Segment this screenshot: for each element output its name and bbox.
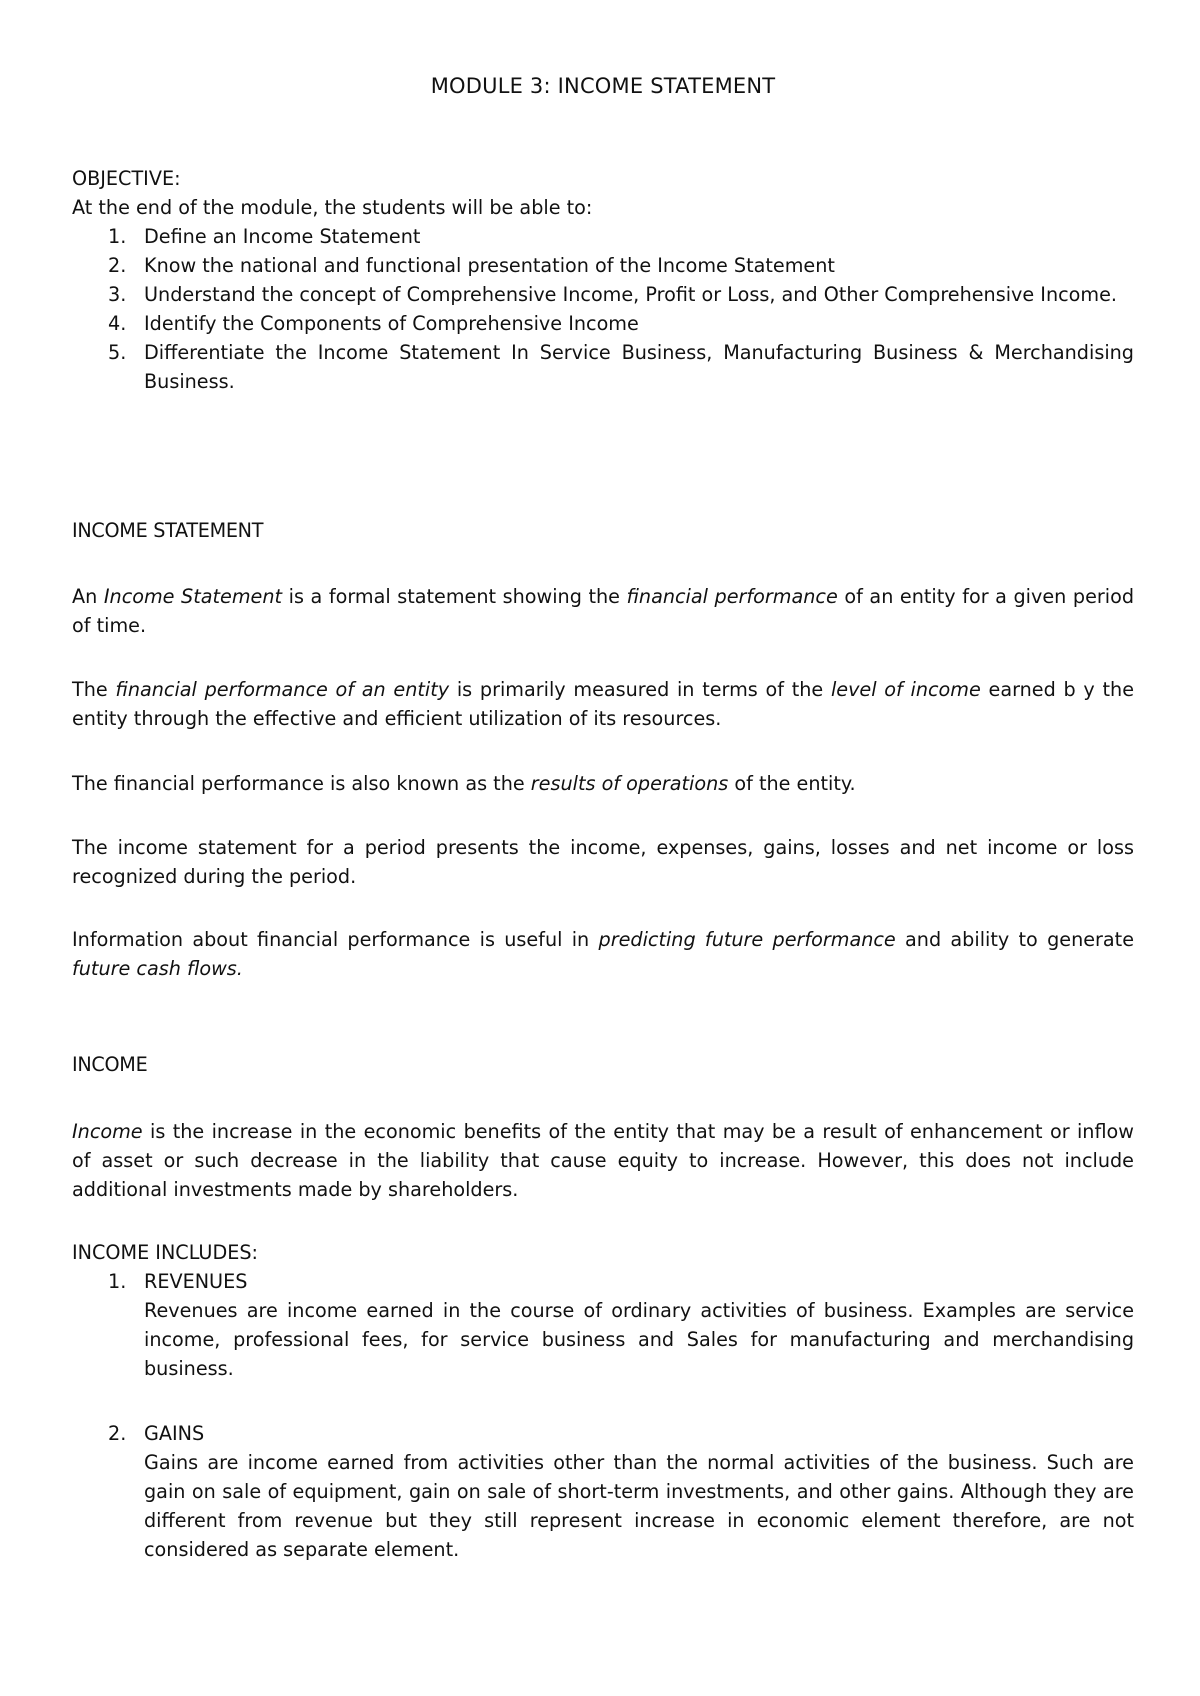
list-number: 1. [108,225,127,248]
list-number: 2. [108,1422,127,1445]
paragraph: An Income Statement is a formal statement showing the financial performance of an entity for a given period of time. [72,585,1135,637]
income-includes-list [72,1419,1134,1564]
paragraph: Income is the increase in the economic benefits of the entity that may be a result of enhancement or inflow of asset or such decrease in the liability that cause equity to increase. However, this does not include additional investments made by shareholders. [72,1120,1134,1201]
list-text: Understand the concept of Comprehensive Income, Profit or Loss, and Other Comprehensive Income. [144,283,1118,306]
list-item [72,338,1134,396]
section-heading-income: INCOME [72,1053,148,1076]
paragraph: The income statement for a period presents the income, expenses, gains, losses and net income or loss recognized during the period. [72,836,1134,888]
list-number: 4. [108,312,127,335]
document-page [72,0,1134,1696]
list-text: Know the national and functional presentation of the Income Statement [144,254,835,277]
list-item [72,1419,1134,1564]
income-includes-list [72,1267,1134,1383]
list-item-title: GAINS [144,1422,205,1445]
paragraph: The financial performance is also known as the results of operations of the entity. [72,772,856,795]
list-number: 3. [108,283,127,306]
paragraph: Information about financial performance is useful in predicting future performance and ability to generate future cash flows. [72,928,1135,980]
list-item [72,309,1134,338]
list-item [72,251,1134,280]
list-number: 2. [108,254,127,277]
list-item [72,280,1134,309]
objective-intro: At the end of the module, the students will be able to: [72,196,593,219]
list-text: Identify the Components of Comprehensive Income [144,312,639,335]
list-item-text: Revenues are income earned in the course of ordinary activities of business. Examples are service income, professional fees, for service business and Sales for manufacturing and merchandising business. [144,1299,1134,1380]
list-item-text: Gains are income earned from activities other than the normal activities of the business. Such are gain on sale of equipment, gain on sale of short-term investments, and other gains. Although they are different from revenue but they still represent increase in economic element therefore, are not considered as separate element. [144,1451,1134,1561]
list-item-title: REVENUES [144,1270,248,1293]
list-number: 5. [108,341,127,364]
list-item [72,1267,1134,1383]
list-text: Differentiate the Income Statement In Service Business, Manufacturing Business & Merchandising Business. [144,341,1134,393]
paragraph: The financial performance of an entity is primarily measured in terms of the level of income earned b y the entity through the effective and efficient utilization of its resources. [72,678,1134,730]
objective-list [72,222,1134,396]
objective-label: OBJECTIVE: [72,167,181,190]
income-includes-label: INCOME INCLUDES: [72,1241,259,1264]
list-item [72,222,1134,251]
section-heading-income-statement: INCOME STATEMENT [72,519,264,542]
page-title: MODULE 3: INCOME STATEMENT [430,74,776,98]
list-text: Define an Income Statement [144,225,421,248]
list-number: 1. [108,1270,127,1293]
